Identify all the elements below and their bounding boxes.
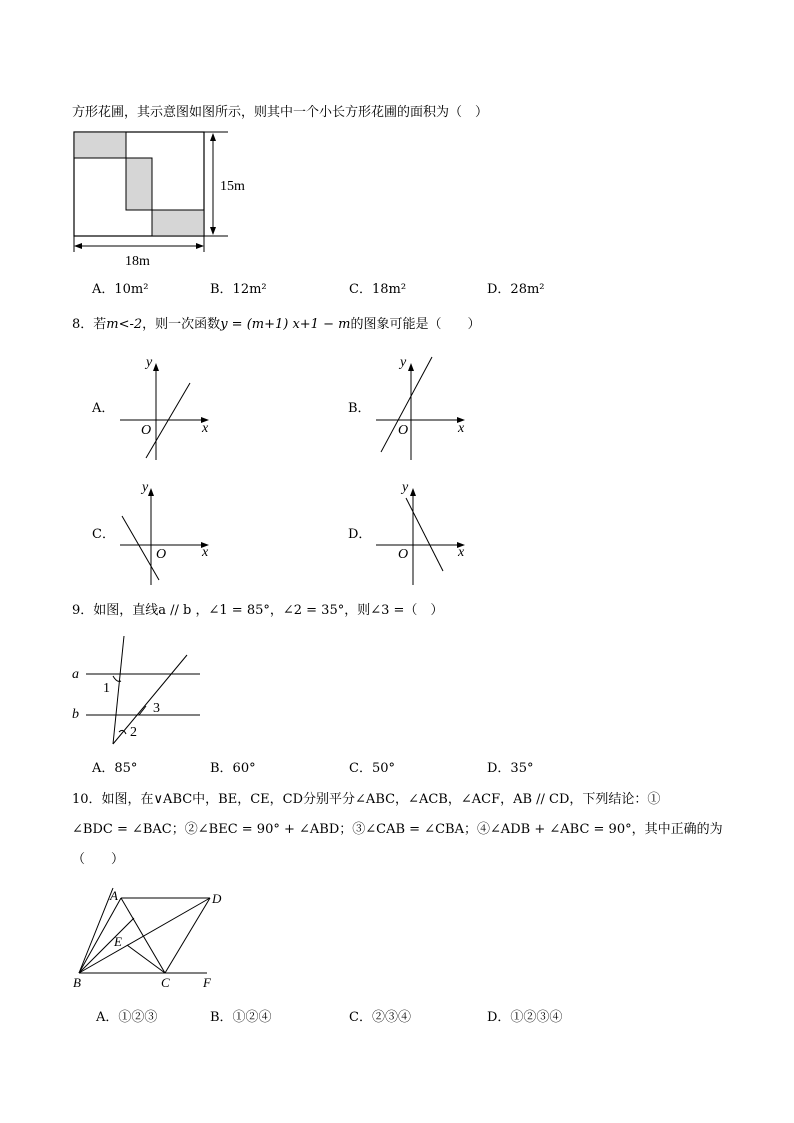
q10-option-b: B．①②④ (210, 1010, 272, 1025)
q10-option-a: A．①②③ (96, 1010, 158, 1025)
svg-text:O: O (398, 547, 409, 562)
q10-point-b: B (73, 975, 81, 990)
svg-text:x: x (458, 545, 465, 560)
q7-option-d: D．28m² (487, 282, 545, 297)
svg-text:x: x (202, 545, 209, 560)
q10-line-1: 10．如图，在∨ABC中，BE，CE，CD分别平分∠ABC，∠ACB，∠ACF，AB // CD，下列结论：① (72, 792, 661, 807)
q8-stem-mid: ，则一次函数 (142, 317, 221, 332)
q8-graph-c-label: C． (92, 527, 115, 542)
q8-graph-a-label: A． (92, 401, 115, 416)
q7-height-label: 15m (220, 179, 245, 194)
q9-option-a: A．85° (92, 761, 138, 776)
q7-option-a: A．10m² (92, 282, 149, 297)
svg-text:y: y (142, 480, 149, 495)
q8-stem-suffix: 的图象可能是（ ） (350, 317, 481, 332)
svg-text:y: y (146, 355, 153, 370)
q9-line-b-label: b (72, 707, 79, 722)
q10-option-c: C．②③④ (349, 1010, 411, 1025)
svg-text:y: y (402, 480, 409, 495)
svg-text:y: y (400, 355, 407, 370)
q10-line-2: ∠BDC = ∠BAC；②∠BEC = 90° + ∠ABD；③∠CAB = ∠CBA；④∠ADB + ∠ABC = 90°，其中正确的为 (72, 822, 723, 837)
svg-text:x: x (202, 421, 209, 436)
q10-point-a: A (110, 888, 118, 903)
q9-angle-1: 1 (103, 681, 110, 696)
q10-line-3: （ ） (72, 852, 125, 867)
q7-stem: 方形花圃，其示意图如图所示，则其中一个小长方形花圃的面积为（ ） (72, 105, 489, 120)
q8-graph-d-label: D． (348, 527, 372, 542)
q7-option-b: B．12m² (210, 282, 267, 297)
q9-angle-2: 2 (130, 725, 137, 740)
svg-text:O: O (398, 423, 409, 438)
q10-point-c: C (161, 975, 170, 990)
svg-text:x: x (458, 421, 465, 436)
q10-point-d: D (212, 891, 222, 906)
q9-option-b: B．60° (210, 761, 256, 776)
svg-text:O: O (141, 423, 152, 438)
q10-point-f: F (203, 975, 211, 990)
q9-line-a-label: a (72, 667, 79, 682)
q8-stem-prefix: 8．若 (72, 317, 107, 332)
q8-graph-b-label: B． (348, 401, 371, 416)
q9-option-c: C．50° (349, 761, 395, 776)
q9-angle-3: 3 (153, 701, 160, 716)
q9-stem: 9．如图，直线a // b ，∠1 = 85°，∠2 = 35°，则∠3 =（ ） (72, 603, 444, 618)
q10-point-e: E (114, 934, 122, 949)
q7-option-c: C．18m² (349, 282, 407, 297)
q8-condition: m<-2 (106, 317, 143, 332)
svg-text:O: O (156, 547, 167, 562)
q10-option-d: D．①②③④ (487, 1010, 563, 1025)
q8-function: y = (m+1) x+1 − m (220, 317, 351, 332)
q9-option-d: D．35° (487, 761, 534, 776)
q7-width-label: 18m (125, 254, 150, 269)
